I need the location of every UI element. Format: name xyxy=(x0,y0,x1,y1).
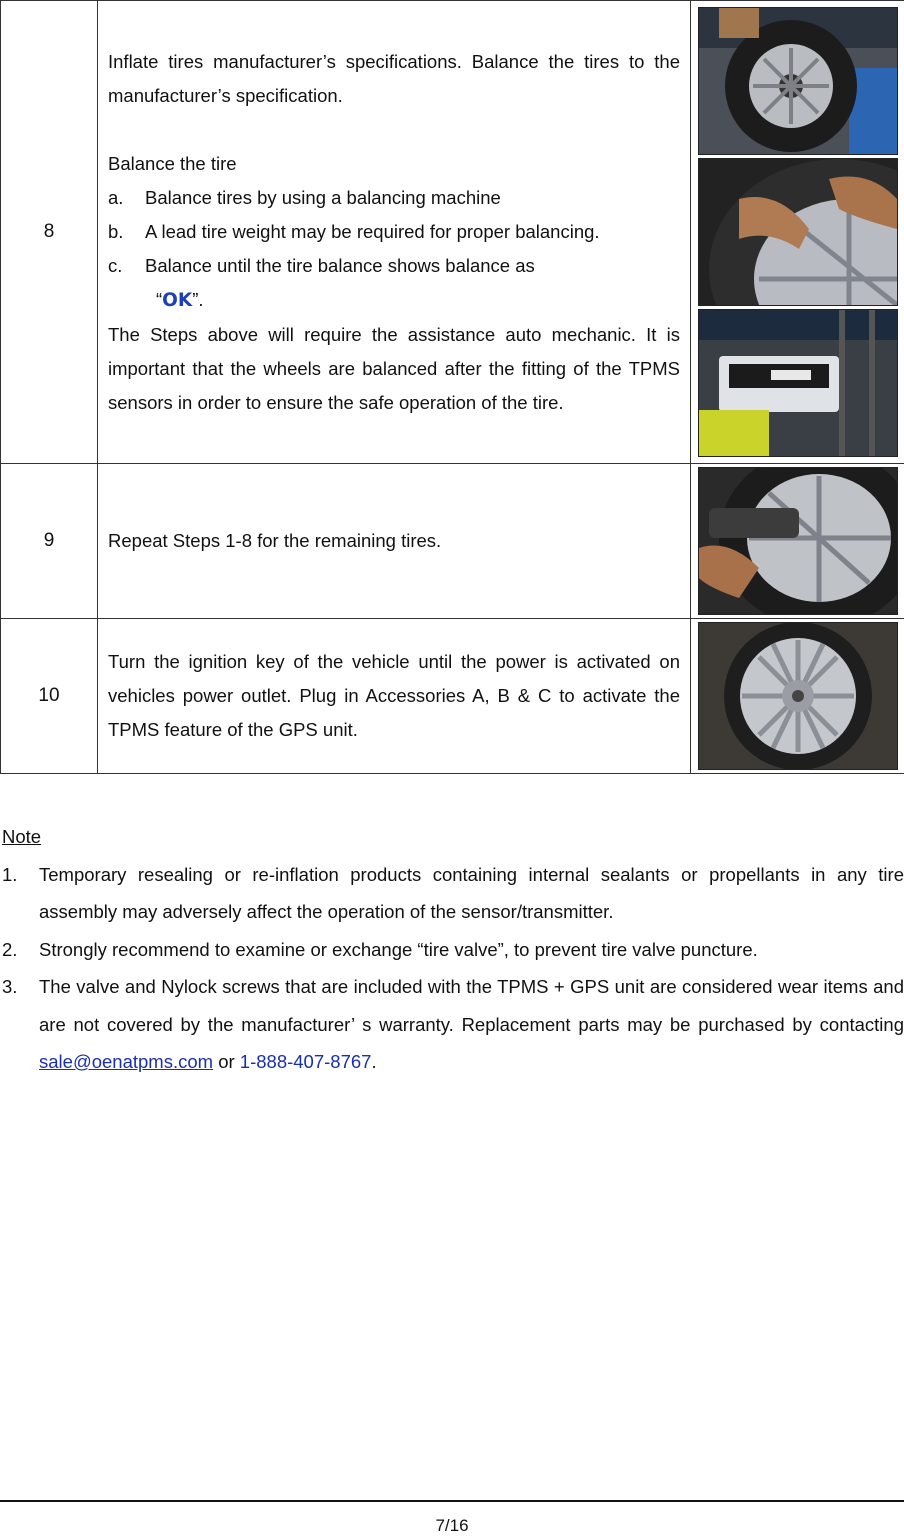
step-row-9 xyxy=(1,464,904,619)
step-heading: Balance the tire xyxy=(108,152,237,174)
list-item: b. A lead tire weight may be required for proper balancing. xyxy=(108,220,600,242)
ok-text: OK xyxy=(162,289,193,311)
step-closing: The Steps above will require the assistance auto mechanic. It is important that the wheels are balanced after the fitting of the TPMS sensors in order to ensure the safe operation of the tire. xyxy=(108,323,680,413)
note-item: 2. Strongly recommend to examine or exchange “tire valve”, to prevent tire valve puncture. xyxy=(2,938,758,960)
impact-wrench-photo xyxy=(698,467,898,615)
note-item: 1. Temporary resealing or re-inflation products containing internal sealants or propellants in any tire assembly may adversely affect the operation of the sensor/transmitter. xyxy=(2,863,904,922)
wheel-weight-photo xyxy=(698,158,898,306)
tire-mounting-photo xyxy=(698,7,898,155)
step-row-10 xyxy=(1,619,904,774)
step-description: Turn the ignition key of the vehicle until the power is activated on vehicles power outlet. Plug in Accessories A, B & C to activate the TPMS feature of the GPS unit. xyxy=(98,619,691,774)
footer-divider xyxy=(0,1500,904,1502)
ok-indicator: “OK”. xyxy=(156,288,204,311)
step-row-8 xyxy=(1,1,904,464)
step-number: 10 xyxy=(1,619,98,774)
step-photos xyxy=(691,464,904,619)
note-item: 3. The valve and Nylock screws that are included with the TPMS + GPS unit are considered wear items and are not covered by the manufacturer’ s warranty. Replacement parts may be purchased by contacting sale@oenatpms.com or 1-888-407-8767. xyxy=(2,976,904,1072)
step-description: Repeat Steps 1-8 for the remaining tires. xyxy=(98,464,691,619)
email-link[interactable]: sale@oenatpms.com xyxy=(39,1051,214,1072)
step-number: 8 xyxy=(1,1,98,464)
list-item: a. Balance tires by using a balancing machine xyxy=(108,186,501,208)
step-description xyxy=(98,1,691,464)
note-heading: Note xyxy=(2,826,42,847)
page-number: 7/16 xyxy=(435,1516,469,1535)
balancer-display-photo xyxy=(698,309,898,457)
wheel-photo xyxy=(698,622,898,770)
step-number: 9 xyxy=(1,464,98,619)
step-intro: Inflate tires manufacturer’s specifications. Balance the tires to the manufacturer’s specification. xyxy=(108,50,680,106)
step-photos xyxy=(691,1,904,464)
list-item: c. Balance until the tire balance shows balance as xyxy=(108,254,535,276)
note-section xyxy=(2,818,904,1081)
step-photos xyxy=(691,619,904,774)
phone-number[interactable]: 1-888-407-8767 xyxy=(239,1051,372,1072)
